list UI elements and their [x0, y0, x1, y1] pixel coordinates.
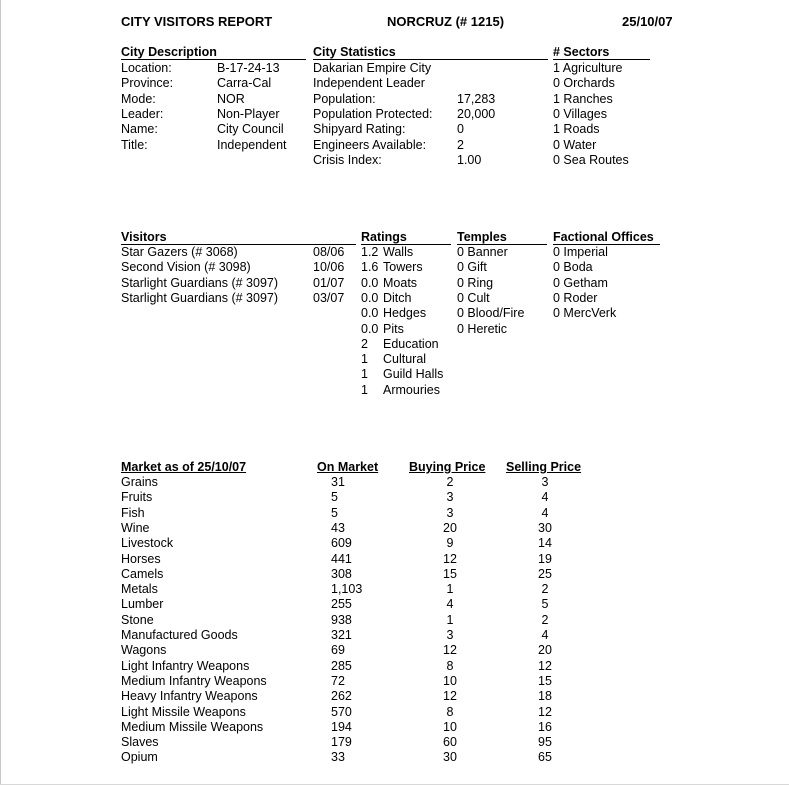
market-selling-price: 3 — [541, 475, 549, 489]
city-statistics-label: Shipyard Rating: — [313, 122, 406, 137]
sector-item: 0 Villages — [553, 106, 607, 121]
visitor-name: Star Gazers (# 3068) — [121, 245, 238, 259]
city-statistics-label: Population Protected: — [313, 106, 433, 121]
market-buying-price: 1 — [446, 612, 454, 627]
market-item-name: Light Missile Weapons — [121, 704, 246, 719]
city-statistics-value: 0 — [457, 122, 464, 137]
sector-item: 1 Agriculture — [553, 61, 623, 75]
city-description-value: NOR — [217, 91, 245, 106]
market-on-market: 5 — [331, 490, 338, 505]
market-selling-price: 18 — [538, 689, 552, 704]
city-description-label: Province: — [121, 76, 174, 91]
market-item-name: Wagons — [121, 643, 167, 658]
factional-offices-heading: Factional Offices — [553, 230, 654, 244]
city-description-label: Mode: — [121, 91, 156, 106]
rating-value: 0.0 — [361, 321, 379, 336]
rating-value: 1.2 — [361, 245, 379, 259]
city-statistics-value: 17,283 — [457, 91, 496, 106]
rating-label: Pits — [383, 321, 404, 336]
rating-label: Towers — [383, 260, 423, 275]
market-buying-price: 12 — [443, 643, 457, 658]
market-selling-price: 4 — [541, 505, 549, 520]
sectors-underline — [553, 59, 650, 60]
market-item-name: Camels — [121, 566, 164, 581]
market-buying-price: 3 — [446, 505, 454, 520]
rating-label: Armouries — [383, 382, 440, 397]
market-item-name: Heavy Infantry Weapons — [121, 689, 258, 704]
city-statistics-underline — [313, 59, 548, 60]
rating-value: 1.6 — [361, 260, 379, 275]
city-statistics-value: 1.00 — [457, 152, 482, 167]
market-on-market: 609 — [331, 536, 352, 551]
factional-office-item: 0 Imperial — [553, 245, 608, 259]
market-item-name: Grains — [121, 475, 158, 489]
temple-item: 0 Ring — [457, 275, 494, 290]
market-item-name: Medium Infantry Weapons — [121, 673, 267, 688]
market-item-name: Opium — [121, 750, 158, 765]
market-buying-price: 9 — [446, 536, 454, 551]
city-description-value: B-17-24-13 — [217, 61, 280, 75]
market-item-name: Livestock — [121, 536, 174, 551]
market-selling-price: 16 — [538, 719, 552, 734]
market-selling-price: 25 — [538, 566, 552, 581]
ratings-heading: Ratings — [361, 230, 407, 244]
rating-label: Hedges — [383, 306, 427, 321]
market-on-market: 72 — [331, 673, 345, 688]
market-buying-price: 12 — [443, 689, 457, 704]
city-description-label: Location: — [121, 61, 172, 75]
city-statistics-label: Crisis Index: — [313, 152, 382, 167]
market-item-name: Lumber — [121, 597, 164, 612]
rating-value: 1 — [361, 367, 368, 382]
page-left-edge — [0, 0, 1, 785]
market-selling-price: 12 — [538, 704, 552, 719]
rating-label: Guild Halls — [383, 367, 444, 382]
market-on-market: 69 — [331, 643, 345, 658]
on-market-heading: On Market — [317, 460, 379, 474]
market-buying-price: 20 — [443, 520, 457, 535]
market-item-name: Fruits — [121, 490, 153, 505]
rating-value: 1 — [361, 382, 368, 397]
sector-item: 0 Water — [553, 137, 597, 152]
market-on-market: 1,103 — [331, 582, 363, 597]
visitor-name: Starlight Guardians (# 3097) — [121, 290, 279, 305]
market-on-market: 33 — [331, 750, 345, 765]
market-buying-price: 3 — [446, 490, 454, 505]
visitor-name: Starlight Guardians (# 3097) — [121, 275, 279, 290]
market-buying-price: 2 — [446, 475, 454, 489]
sector-item: 1 Ranches — [553, 91, 613, 106]
report-date: 25/10/07 — [622, 14, 673, 29]
city-statistics-value: 20,000 — [457, 106, 496, 121]
city-description-value: Carra-Cal — [217, 76, 272, 91]
city-description-heading: City Description — [121, 45, 217, 59]
factional-office-item: 0 MercVerk — [553, 306, 617, 321]
market-on-market: 441 — [331, 551, 352, 566]
market-on-market: 321 — [331, 628, 352, 642]
market-on-market: 31 — [331, 475, 345, 489]
market-item-name: Wine — [121, 520, 150, 535]
report-title: CITY VISITORS REPORT — [121, 14, 273, 29]
city-description-label: Title: — [121, 137, 148, 152]
market-on-market: 262 — [331, 689, 352, 704]
market-item-name: Horses — [121, 551, 161, 566]
market-buying-price: 3 — [446, 628, 454, 642]
rating-label: Education — [383, 336, 439, 351]
market-buying-price: 1 — [446, 582, 454, 597]
market-on-market: 938 — [331, 612, 352, 627]
market-on-market: 179 — [331, 735, 352, 750]
rating-label: Moats — [383, 275, 418, 290]
rating-label: Walls — [383, 245, 414, 259]
market-buying-price: 60 — [443, 735, 457, 750]
market-selling-price: 65 — [538, 750, 552, 765]
rating-value: 0.0 — [361, 275, 379, 290]
rating-value: 2 — [361, 336, 368, 351]
market-on-market: 194 — [331, 719, 352, 734]
sector-item: 1 Roads — [553, 122, 600, 137]
market-selling-price: 15 — [538, 673, 552, 688]
sector-item: 0 Sea Routes — [553, 152, 629, 167]
market-selling-price: 30 — [538, 520, 552, 535]
market-selling-price: 95 — [538, 735, 552, 750]
temple-item: 0 Gift — [457, 260, 487, 275]
visitor-date: 01/07 — [313, 275, 345, 290]
city-description-underline — [121, 59, 306, 60]
market-selling-price: 12 — [538, 658, 552, 673]
market-item-name: Manufactured Goods — [121, 628, 238, 642]
market-item-name: Metals — [121, 582, 158, 597]
sectors-heading: # Sectors — [553, 45, 610, 59]
market-selling-price: 5 — [541, 597, 549, 612]
rating-value: 0.0 — [361, 290, 379, 305]
factional-office-item: 0 Boda — [553, 260, 593, 275]
market-item-name: Fish — [121, 505, 145, 520]
visitor-name: Second Vision (# 3098) — [121, 260, 251, 275]
market-selling-price: 20 — [538, 643, 552, 658]
city-description-label: Leader: — [121, 106, 164, 121]
city-description-value: City Council — [217, 122, 284, 137]
rating-value: 1 — [361, 352, 368, 367]
market-selling-price: 2 — [541, 582, 549, 597]
city-description-value: Independent — [217, 137, 287, 152]
temple-item: 0 Heretic — [457, 321, 508, 336]
market-buying-price: 8 — [446, 658, 454, 673]
market-selling-price: 4 — [541, 628, 549, 642]
market-buying-price: 30 — [443, 750, 457, 765]
market-on-market: 255 — [331, 597, 352, 612]
factional-office-item: 0 Getham — [553, 275, 608, 290]
market-heading: Market as of 25/10/07 — [121, 460, 247, 474]
market-selling-price: 2 — [541, 612, 549, 627]
market-on-market: 43 — [331, 520, 345, 535]
market-buying-price: 10 — [443, 719, 457, 734]
market-selling-price: 14 — [538, 536, 552, 551]
market-on-market: 285 — [331, 658, 352, 673]
market-buying-price: 10 — [443, 673, 457, 688]
market-buying-price: 8 — [446, 704, 454, 719]
city-description-label: Name: — [121, 122, 158, 137]
visitors-heading: Visitors — [121, 230, 167, 244]
market-buying-price: 12 — [443, 551, 457, 566]
buying-price-heading: Buying Price — [409, 460, 486, 474]
market-on-market: 570 — [331, 704, 352, 719]
market-selling-price: 19 — [538, 551, 552, 566]
market-item-name: Medium Missile Weapons — [121, 719, 264, 734]
rating-label: Ditch — [383, 290, 412, 305]
city-statistics-label: Independent Leader — [313, 76, 425, 91]
factional-office-item: 0 Roder — [553, 290, 598, 305]
sector-item: 0 Orchards — [553, 76, 615, 91]
market-on-market: 5 — [331, 505, 338, 520]
visitor-date: 08/06 — [313, 245, 345, 259]
city-statistics-label: Population: — [313, 91, 376, 106]
city-statistics-value: 2 — [457, 137, 464, 152]
market-buying-price: 4 — [446, 597, 454, 612]
temple-item: 0 Cult — [457, 290, 490, 305]
city-name: NORCRUZ (# 1215) — [387, 14, 505, 29]
market-buying-price: 15 — [443, 566, 457, 581]
rating-value: 0.0 — [361, 306, 379, 321]
market-selling-price: 4 — [541, 490, 549, 505]
market-on-market: 308 — [331, 566, 352, 581]
temple-item: 0 Banner — [457, 245, 508, 259]
market-item-name: Slaves — [121, 735, 159, 750]
market-item-name: Light Infantry Weapons — [121, 658, 250, 673]
market-item-name: Stone — [121, 612, 154, 627]
rating-label: Cultural — [383, 352, 427, 367]
temple-item: 0 Blood/Fire — [457, 306, 525, 321]
city-statistics-label: Dakarian Empire City — [313, 61, 432, 75]
visitor-date: 03/07 — [313, 290, 345, 305]
city-statistics-label: Engineers Available: — [313, 137, 427, 152]
city-description-value: Non-Player — [217, 106, 280, 121]
visitor-date: 10/06 — [313, 260, 345, 275]
selling-price-heading: Selling Price — [506, 460, 582, 474]
temples-heading: Temples — [457, 230, 507, 244]
city-statistics-heading: City Statistics — [313, 45, 396, 59]
